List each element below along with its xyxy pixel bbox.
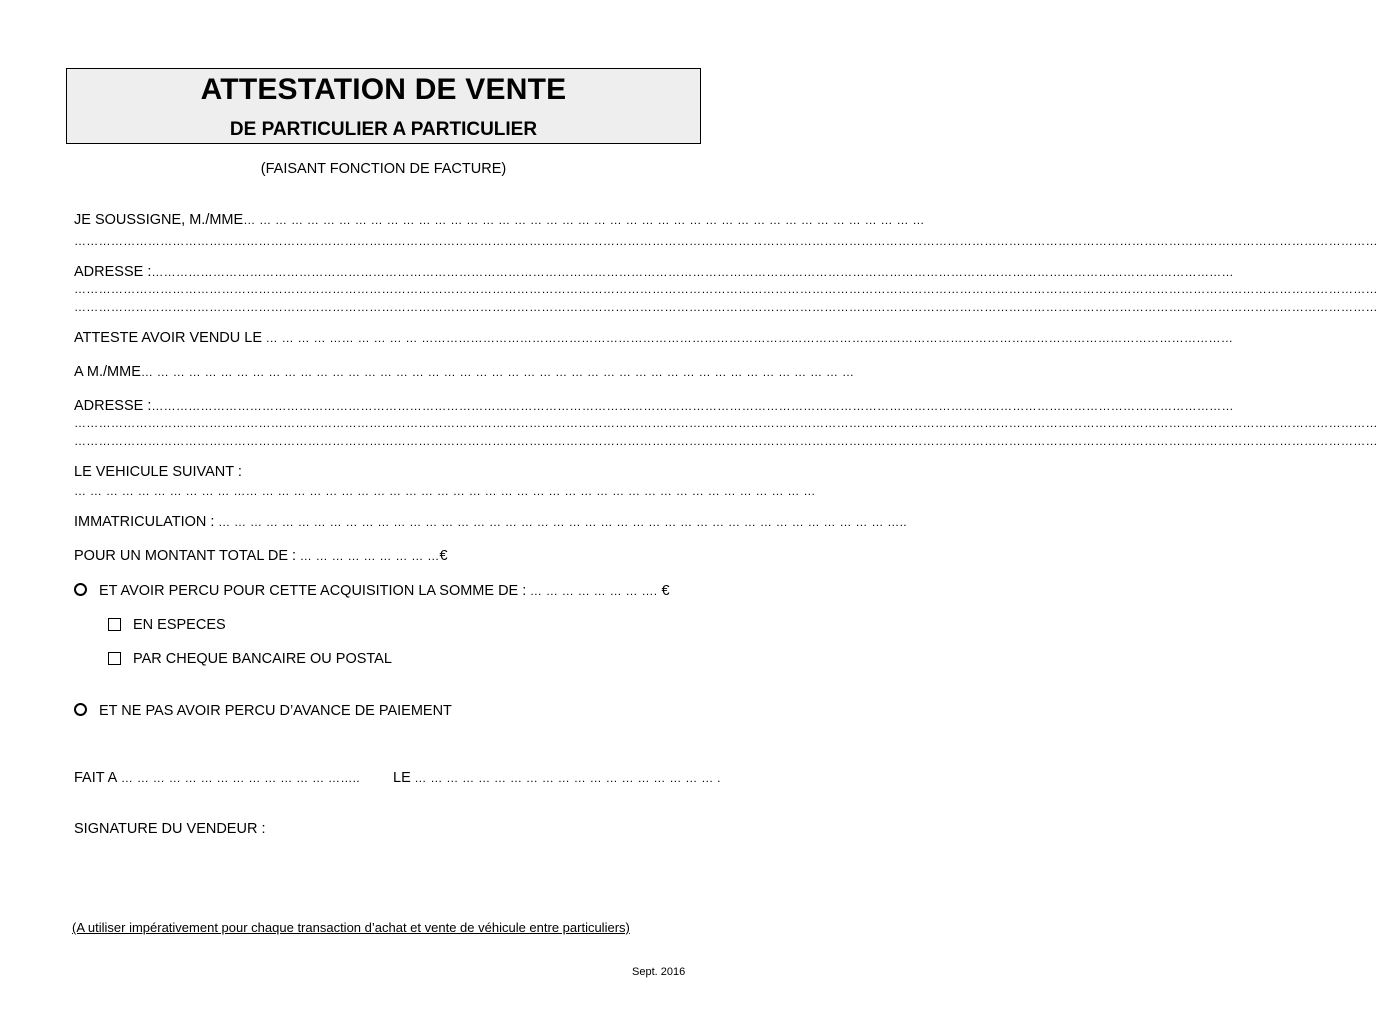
- date-field[interactable]: [393, 770, 721, 787]
- seller-address-label: ADRESSE :: [74, 264, 152, 280]
- paid-amount-fill: … … … … … … … ….: [526, 584, 658, 598]
- seller-name-label: JE SOUSSIGNE, M./MME: [74, 212, 244, 228]
- title-box: [66, 68, 701, 144]
- document-title: ATTESTATION DE VENTE: [200, 73, 567, 106]
- vehicle-description-line[interactable]: … … … … … … … … … … …… … … … … … … … … … … … … … … … … … … … … … … … … … … … … … … … … … … …: [74, 484, 816, 498]
- checkbox-cheque-icon[interactable]: [108, 652, 121, 665]
- buyer-address-line-3[interactable]: …………………………………………………………………………………………………………………………………………………………………………………………………………………………………………………………………………………………: [74, 434, 1378, 448]
- buyer-address-label: ADRESSE :: [74, 398, 152, 414]
- registration-fill: … … … … … … … … … … … … … … … … … … … … … … … … … … … … … … … … … … … … … … … … … … …..: [214, 515, 907, 529]
- euro-symbol: €: [439, 548, 448, 564]
- buyer-address-field[interactable]: [74, 398, 1234, 415]
- date-label: LE: [393, 770, 411, 786]
- sale-date-fill: … … … … …… … … … … ………………………………………………………………………………………………………………………………………………………………………………: [262, 331, 1234, 345]
- registration-label: IMMATRICULATION :: [74, 514, 215, 530]
- invoice-note: (FAISANT FONCTION DE FACTURE): [260, 161, 507, 177]
- place-label: FAIT A: [74, 770, 118, 786]
- payment-cheque-option[interactable]: [108, 651, 392, 667]
- place-fill: … … … … … … … … … … … … … ……..: [117, 771, 360, 785]
- radio-not-paid-icon[interactable]: [74, 703, 87, 716]
- not-paid-option-label: ET NE PAS AVOIR PERCU D’AVANCE DE PAIEMENT: [99, 703, 452, 719]
- document-subtitle: DE PARTICULIER A PARTICULIER: [229, 119, 538, 140]
- seller-name-fill: … … … … … … … … … … … … … … … … … … … … … … … … … … … … … … … … … … … … … … … … … … …: [243, 213, 925, 227]
- payment-cash-option[interactable]: [108, 617, 226, 633]
- buyer-name-label: A M./MME: [74, 364, 141, 380]
- total-amount-field[interactable]: [74, 548, 694, 565]
- seller-address-line-2[interactable]: …………………………………………………………………………………………………………………………………………………………………………………………………………………………………………………………………………………………: [74, 282, 1378, 296]
- radio-paid-icon[interactable]: [74, 583, 87, 596]
- buyer-name-field[interactable]: [74, 364, 855, 381]
- buyer-address-fill: …………………………………………………………………………………………………………………………………………………………………………………………………………………………………………: [151, 399, 1234, 413]
- not-paid-option[interactable]: [74, 703, 452, 719]
- seller-name-field[interactable]: [74, 212, 925, 229]
- payment-cheque-label: PAR CHEQUE BANCAIRE OU POSTAL: [133, 651, 392, 667]
- seller-address-fill: …………………………………………………………………………………………………………………………………………………………………………………………………………………………………………: [151, 265, 1234, 279]
- place-field[interactable]: [74, 770, 374, 787]
- sale-date-field[interactable]: [74, 330, 1234, 347]
- paid-option-label: ET AVOIR PERCU POUR CETTE ACQUISITION LA SOMME DE :: [99, 583, 527, 599]
- usage-footnote: (A utiliser impérativement pour chaque transaction d’achat et vente de véhicule entre particuliers): [72, 920, 630, 935]
- checkbox-cash-icon[interactable]: [108, 618, 121, 631]
- vehicle-label: LE VEHICULE SUIVANT :: [74, 464, 242, 480]
- seller-address-field[interactable]: [74, 264, 1234, 281]
- registration-field[interactable]: [74, 514, 907, 531]
- payment-cash-label: EN ESPECES: [133, 617, 226, 633]
- total-amount-fill: … … … … … … … … …: [296, 549, 440, 563]
- date-fill: … … … … … … … … … … … … … … … … … … … .: [410, 771, 721, 785]
- paid-option[interactable]: [74, 583, 670, 599]
- paid-euro-symbol: €: [661, 583, 670, 599]
- total-amount-label: POUR UN MONTANT TOTAL DE :: [74, 548, 297, 564]
- document-date: Sept. 2016: [632, 966, 686, 978]
- buyer-name-fill: … … … … … … … … … … … … … … … … … … … … … … … … … … … … … … … … … … … … … … … … … … … … …: [140, 365, 855, 379]
- seller-address-line-3[interactable]: …………………………………………………………………………………………………………………………………………………………………………………………………………………………………………………………………………………………: [74, 300, 1378, 314]
- buyer-address-line-2[interactable]: …………………………………………………………………………………………………………………………………………………………………………………………………………………………………………………………………………………………: [74, 416, 1378, 430]
- seller-signature-label: SIGNATURE DU VENDEUR :: [74, 821, 266, 837]
- seller-name-line-2[interactable]: …………………………………………………………………………………………………………………………………………………………………………………………………………………………………………………………………………………………: [74, 234, 1378, 248]
- sale-date-label: ATTESTE AVOIR VENDU LE: [74, 330, 263, 346]
